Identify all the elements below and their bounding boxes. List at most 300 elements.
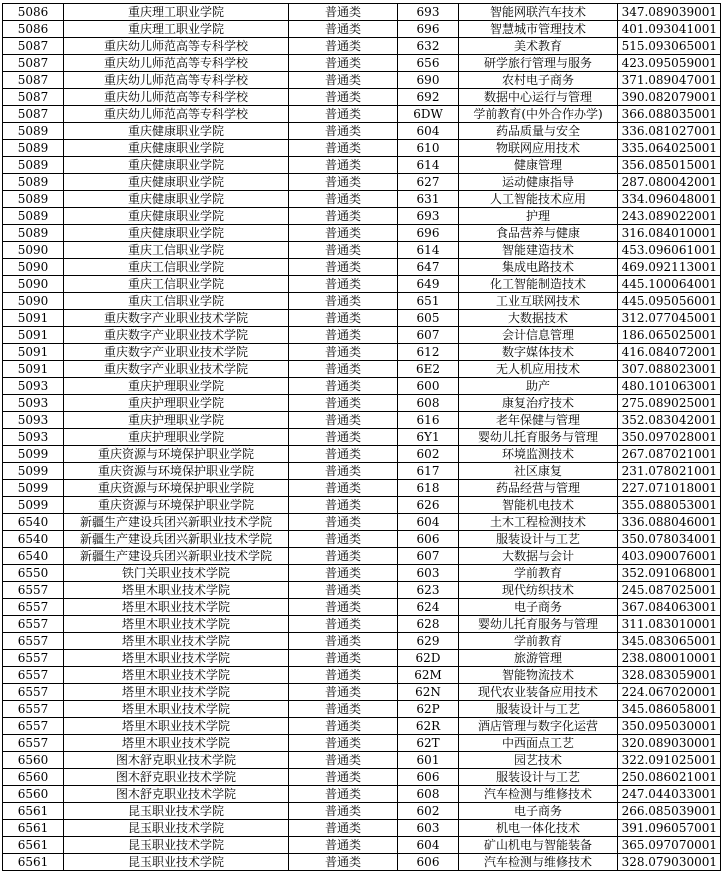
major-name-cell: 机电一体化技术 (459, 820, 618, 837)
school-name-cell: 图木舒克职业技术学院 (64, 769, 289, 786)
category-cell: 普通类 (289, 89, 398, 106)
major-name-cell: 中西面点工艺 (459, 735, 618, 752)
school-name-cell: 重庆幼儿师范高等专科学校 (64, 106, 289, 123)
table-row (3, 531, 721, 548)
table-row (3, 361, 721, 378)
school-name-cell: 重庆幼儿师范高等专科学校 (64, 89, 289, 106)
table-row (3, 786, 721, 803)
school-code-cell: 6557 (3, 718, 64, 735)
major-code-cell: 603 (398, 820, 459, 837)
major-name-cell: 园艺技术 (459, 752, 618, 769)
school-name-cell: 重庆理工职业学院 (64, 21, 289, 38)
table-row (3, 820, 721, 837)
school-name-cell: 重庆健康职业学院 (64, 140, 289, 157)
category-cell: 普通类 (289, 412, 398, 429)
table-row (3, 446, 721, 463)
major-code-cell: 696 (398, 225, 459, 242)
major-code-cell: 603 (398, 565, 459, 582)
school-name-cell: 昆玉职业技术学院 (64, 803, 289, 820)
major-code-cell: 629 (398, 633, 459, 650)
school-name-cell: 重庆工信职业学院 (64, 276, 289, 293)
category-cell: 普通类 (289, 361, 398, 378)
table-row (3, 667, 721, 684)
school-code-cell: 5089 (3, 191, 64, 208)
major-name-cell: 食品营养与健康 (459, 225, 618, 242)
major-code-cell: 626 (398, 497, 459, 514)
school-code-cell: 5093 (3, 412, 64, 429)
major-name-cell: 社区康复 (459, 463, 618, 480)
score-cell: 231.078021001 (618, 463, 721, 480)
school-code-cell: 5087 (3, 55, 64, 72)
school-name-cell: 重庆资源与环境保护职业学院 (64, 497, 289, 514)
major-code-cell: 690 (398, 72, 459, 89)
category-cell: 普通类 (289, 446, 398, 463)
major-name-cell: 美术教育 (459, 38, 618, 55)
school-code-cell: 5087 (3, 72, 64, 89)
category-cell: 普通类 (289, 803, 398, 820)
major-name-cell: 药品经营与管理 (459, 480, 618, 497)
table-row (3, 157, 721, 174)
table-row (3, 378, 721, 395)
major-name-cell: 研学旅行管理与服务 (459, 55, 618, 72)
category-cell: 普通类 (289, 429, 398, 446)
school-name-cell: 重庆工信职业学院 (64, 259, 289, 276)
school-code-cell: 6557 (3, 701, 64, 718)
table-row (3, 514, 721, 531)
major-name-cell: 大数据技术 (459, 310, 618, 327)
school-code-cell: 5093 (3, 395, 64, 412)
major-name-cell: 集成电路技术 (459, 259, 618, 276)
major-name-cell: 电子商务 (459, 599, 618, 616)
category-cell: 普通类 (289, 344, 398, 361)
category-cell: 普通类 (289, 463, 398, 480)
score-cell: 247.044033001 (618, 786, 721, 803)
school-name-cell: 重庆护理职业学院 (64, 412, 289, 429)
score-cell: 469.092113001 (618, 259, 721, 276)
table-row (3, 854, 721, 871)
category-cell: 普通类 (289, 293, 398, 310)
school-code-cell: 5086 (3, 4, 64, 21)
score-cell: 356.085015001 (618, 157, 721, 174)
score-cell: 322.091025001 (618, 752, 721, 769)
school-name-cell: 塔里木职业技术学院 (64, 718, 289, 735)
category-cell: 普通类 (289, 242, 398, 259)
score-cell: 227.071018001 (618, 480, 721, 497)
category-cell: 普通类 (289, 599, 398, 616)
score-cell: 390.082079001 (618, 89, 721, 106)
school-name-cell: 重庆健康职业学院 (64, 157, 289, 174)
score-cell: 316.084010001 (618, 225, 721, 242)
table-row (3, 752, 721, 769)
major-name-cell: 药品质量与安全 (459, 123, 618, 140)
score-cell: 312.077045001 (618, 310, 721, 327)
major-code-cell: 617 (398, 463, 459, 480)
major-name-cell: 康复治疗技术 (459, 395, 618, 412)
major-code-cell: 604 (398, 514, 459, 531)
category-cell: 普通类 (289, 769, 398, 786)
major-name-cell: 婴幼儿托育服务与管理 (459, 429, 618, 446)
school-name-cell: 塔里木职业技术学院 (64, 684, 289, 701)
category-cell: 普通类 (289, 310, 398, 327)
major-name-cell: 会计信息管理 (459, 327, 618, 344)
school-name-cell: 新疆生产建设兵团兴新职业技术学院 (64, 514, 289, 531)
school-code-cell: 6561 (3, 837, 64, 854)
school-name-cell: 铁门关职业技术学院 (64, 565, 289, 582)
major-name-cell: 服装设计与工艺 (459, 701, 618, 718)
major-name-cell: 矿山机电与智能装备 (459, 837, 618, 854)
major-code-cell: 62R (398, 718, 459, 735)
school-code-cell: 6540 (3, 514, 64, 531)
major-code-cell: 62M (398, 667, 459, 684)
score-cell: 250.086021001 (618, 769, 721, 786)
school-code-cell: 5090 (3, 293, 64, 310)
major-name-cell: 老年保健与管理 (459, 412, 618, 429)
score-cell: 403.090076001 (618, 548, 721, 565)
school-name-cell: 重庆数字产业职业技术学院 (64, 327, 289, 344)
table-row (3, 140, 721, 157)
major-name-cell: 学前教育(中外合作办学) (459, 106, 618, 123)
school-code-cell: 5099 (3, 497, 64, 514)
school-name-cell: 重庆理工职业学院 (64, 4, 289, 21)
score-cell: 186.065025001 (618, 327, 721, 344)
major-code-cell: 602 (398, 446, 459, 463)
school-name-cell: 塔里木职业技术学院 (64, 735, 289, 752)
major-name-cell: 物联网应用技术 (459, 140, 618, 157)
school-name-cell: 昆玉职业技术学院 (64, 820, 289, 837)
category-cell: 普通类 (289, 650, 398, 667)
major-name-cell: 智能物流技术 (459, 667, 618, 684)
major-code-cell: 62N (398, 684, 459, 701)
school-code-cell: 5087 (3, 38, 64, 55)
school-name-cell: 图木舒克职业技术学院 (64, 752, 289, 769)
school-code-cell: 6540 (3, 531, 64, 548)
table-row (3, 599, 721, 616)
category-cell: 普通类 (289, 633, 398, 650)
table-row (3, 21, 721, 38)
category-cell: 普通类 (289, 259, 398, 276)
score-cell: 366.088035001 (618, 106, 721, 123)
major-name-cell: 工业互联网技术 (459, 293, 618, 310)
school-code-cell: 6557 (3, 650, 64, 667)
category-cell: 普通类 (289, 21, 398, 38)
score-cell: 320.089030001 (618, 735, 721, 752)
major-name-cell: 现代农业装备应用技术 (459, 684, 618, 701)
category-cell: 普通类 (289, 106, 398, 123)
category-cell: 普通类 (289, 667, 398, 684)
category-cell: 普通类 (289, 718, 398, 735)
category-cell: 普通类 (289, 395, 398, 412)
school-code-cell: 5089 (3, 174, 64, 191)
school-name-cell: 重庆健康职业学院 (64, 123, 289, 140)
major-name-cell: 数字媒体技术 (459, 344, 618, 361)
score-cell: 423.095059001 (618, 55, 721, 72)
score-cell: 336.081027001 (618, 123, 721, 140)
school-name-cell: 重庆健康职业学院 (64, 174, 289, 191)
score-cell: 453.096061001 (618, 242, 721, 259)
score-cell: 355.088053001 (618, 497, 721, 514)
school-name-cell: 塔里木职业技术学院 (64, 650, 289, 667)
table-row (3, 225, 721, 242)
table-row (3, 565, 721, 582)
major-code-cell: 610 (398, 140, 459, 157)
score-cell: 401.093041001 (618, 21, 721, 38)
category-cell: 普通类 (289, 616, 398, 633)
table-row (3, 191, 721, 208)
major-code-cell: 606 (398, 854, 459, 871)
table-row (3, 123, 721, 140)
table-row (3, 548, 721, 565)
school-name-cell: 重庆护理职业学院 (64, 395, 289, 412)
major-name-cell: 学前教育 (459, 565, 618, 582)
school-name-cell: 重庆数字产业职业技术学院 (64, 310, 289, 327)
major-code-cell: 604 (398, 837, 459, 854)
score-cell: 245.087025001 (618, 582, 721, 599)
table-row (3, 89, 721, 106)
table-row (3, 616, 721, 633)
major-code-cell: 62D (398, 650, 459, 667)
score-cell: 345.086058001 (618, 701, 721, 718)
table-row (3, 293, 721, 310)
category-cell: 普通类 (289, 820, 398, 837)
major-name-cell: 服装设计与工艺 (459, 531, 618, 548)
school-name-cell: 重庆健康职业学院 (64, 225, 289, 242)
table-row (3, 735, 721, 752)
school-code-cell: 5091 (3, 361, 64, 378)
table-row (3, 55, 721, 72)
school-code-cell: 5087 (3, 106, 64, 123)
category-cell: 普通类 (289, 157, 398, 174)
school-name-cell: 塔里木职业技术学院 (64, 616, 289, 633)
category-cell: 普通类 (289, 735, 398, 752)
school-name-cell: 重庆资源与环境保护职业学院 (64, 446, 289, 463)
category-cell: 普通类 (289, 837, 398, 854)
score-cell: 328.083059001 (618, 667, 721, 684)
school-name-cell: 重庆幼儿师范高等专科学校 (64, 72, 289, 89)
school-name-cell: 塔里木职业技术学院 (64, 633, 289, 650)
school-code-cell: 6560 (3, 752, 64, 769)
major-code-cell: 628 (398, 616, 459, 633)
school-name-cell: 新疆生产建设兵团兴新职业技术学院 (64, 531, 289, 548)
school-code-cell: 5090 (3, 276, 64, 293)
table-row (3, 633, 721, 650)
major-code-cell: 632 (398, 38, 459, 55)
major-code-cell: 605 (398, 310, 459, 327)
school-name-cell: 重庆数字产业职业技术学院 (64, 361, 289, 378)
table-row (3, 174, 721, 191)
table-row (3, 4, 721, 21)
school-code-cell: 6560 (3, 786, 64, 803)
score-cell: 350.097028001 (618, 429, 721, 446)
school-name-cell: 重庆资源与环境保护职业学院 (64, 480, 289, 497)
major-code-cell: 692 (398, 89, 459, 106)
school-code-cell: 5093 (3, 429, 64, 446)
school-code-cell: 6561 (3, 803, 64, 820)
school-code-cell: 5091 (3, 327, 64, 344)
major-name-cell: 学前教育 (459, 633, 618, 650)
admission-score-table (2, 3, 721, 871)
school-code-cell: 5099 (3, 480, 64, 497)
school-code-cell: 6561 (3, 820, 64, 837)
school-code-cell: 6557 (3, 684, 64, 701)
major-name-cell: 汽车检测与维修技术 (459, 854, 618, 871)
category-cell: 普通类 (289, 276, 398, 293)
school-code-cell: 5091 (3, 310, 64, 327)
score-cell: 350.078034001 (618, 531, 721, 548)
major-name-cell: 旅游管理 (459, 650, 618, 667)
major-code-cell: 612 (398, 344, 459, 361)
major-code-cell: 6E2 (398, 361, 459, 378)
score-cell: 352.083042001 (618, 412, 721, 429)
table-row (3, 480, 721, 497)
score-cell: 243.089022001 (618, 208, 721, 225)
category-cell: 普通类 (289, 208, 398, 225)
school-name-cell: 重庆工信职业学院 (64, 293, 289, 310)
table-row (3, 412, 721, 429)
school-code-cell: 5091 (3, 344, 64, 361)
school-name-cell: 昆玉职业技术学院 (64, 854, 289, 871)
score-cell: 365.097070001 (618, 837, 721, 854)
table-row (3, 463, 721, 480)
major-code-cell: 601 (398, 752, 459, 769)
major-code-cell: 656 (398, 55, 459, 72)
major-code-cell: 608 (398, 395, 459, 412)
category-cell: 普通类 (289, 191, 398, 208)
school-name-cell: 重庆护理职业学院 (64, 378, 289, 395)
school-code-cell: 5089 (3, 208, 64, 225)
category-cell: 普通类 (289, 225, 398, 242)
category-cell: 普通类 (289, 378, 398, 395)
category-cell: 普通类 (289, 752, 398, 769)
table-row (3, 429, 721, 446)
category-cell: 普通类 (289, 582, 398, 599)
school-code-cell: 5090 (3, 242, 64, 259)
major-name-cell: 服装设计与工艺 (459, 769, 618, 786)
school-code-cell: 5089 (3, 140, 64, 157)
major-name-cell: 现代纺织技术 (459, 582, 618, 599)
major-code-cell: 624 (398, 599, 459, 616)
school-code-cell: 6561 (3, 854, 64, 871)
school-name-cell: 图木舒克职业技术学院 (64, 786, 289, 803)
score-cell: 238.080010001 (618, 650, 721, 667)
major-name-cell: 运动健康指导 (459, 174, 618, 191)
school-code-cell: 5087 (3, 89, 64, 106)
major-name-cell: 婴幼儿托育服务与管理 (459, 616, 618, 633)
major-code-cell: 693 (398, 4, 459, 21)
school-code-cell: 5093 (3, 378, 64, 395)
school-name-cell: 昆玉职业技术学院 (64, 837, 289, 854)
score-cell: 335.064025001 (618, 140, 721, 157)
school-name-cell: 重庆数字产业职业技术学院 (64, 344, 289, 361)
score-cell: 480.101063001 (618, 378, 721, 395)
school-code-cell: 6540 (3, 548, 64, 565)
score-cell: 416.084072001 (618, 344, 721, 361)
school-code-cell: 5089 (3, 225, 64, 242)
major-code-cell: 623 (398, 582, 459, 599)
major-code-cell: 649 (398, 276, 459, 293)
major-code-cell: 6Y1 (398, 429, 459, 446)
school-code-cell: 5089 (3, 157, 64, 174)
major-name-cell: 电子商务 (459, 803, 618, 820)
table-row (3, 395, 721, 412)
major-code-cell: 604 (398, 123, 459, 140)
score-cell: 275.089025001 (618, 395, 721, 412)
table-row (3, 327, 721, 344)
category-cell: 普通类 (289, 684, 398, 701)
major-name-cell: 智慧城市管理技术 (459, 21, 618, 38)
major-code-cell: 606 (398, 531, 459, 548)
category-cell: 普通类 (289, 327, 398, 344)
major-name-cell: 护理 (459, 208, 618, 225)
school-code-cell: 6557 (3, 582, 64, 599)
school-name-cell: 新疆生产建设兵团兴新职业技术学院 (64, 548, 289, 565)
table-row (3, 344, 721, 361)
category-cell: 普通类 (289, 514, 398, 531)
category-cell: 普通类 (289, 548, 398, 565)
score-cell: 311.083010001 (618, 616, 721, 633)
table-body (3, 4, 721, 871)
major-code-cell: 607 (398, 548, 459, 565)
major-code-cell: 62T (398, 735, 459, 752)
school-code-cell: 5090 (3, 259, 64, 276)
major-name-cell: 酒店管理与数字化运营 (459, 718, 618, 735)
score-cell: 367.084063001 (618, 599, 721, 616)
school-name-cell: 塔里木职业技术学院 (64, 599, 289, 616)
table-row (3, 837, 721, 854)
score-cell: 345.083065001 (618, 633, 721, 650)
major-code-cell: 616 (398, 412, 459, 429)
school-code-cell: 6560 (3, 769, 64, 786)
major-name-cell: 大数据与会计 (459, 548, 618, 565)
score-cell: 224.067020001 (618, 684, 721, 701)
table-row (3, 38, 721, 55)
table-row (3, 106, 721, 123)
school-code-cell: 6557 (3, 735, 64, 752)
score-cell: 266.085039001 (618, 803, 721, 820)
table-row (3, 684, 721, 701)
major-name-cell: 土木工程检测技术 (459, 514, 618, 531)
school-name-cell: 重庆健康职业学院 (64, 191, 289, 208)
major-code-cell: 614 (398, 242, 459, 259)
school-code-cell: 6557 (3, 633, 64, 650)
major-code-cell: 607 (398, 327, 459, 344)
table-row (3, 310, 721, 327)
score-cell: 267.087021001 (618, 446, 721, 463)
table-row (3, 72, 721, 89)
major-code-cell: 651 (398, 293, 459, 310)
major-name-cell: 助产 (459, 378, 618, 395)
score-cell: 287.080042001 (618, 174, 721, 191)
table-row (3, 803, 721, 820)
table-row (3, 701, 721, 718)
major-code-cell: 6DW (398, 106, 459, 123)
table-row (3, 276, 721, 293)
school-name-cell: 塔里木职业技术学院 (64, 701, 289, 718)
major-code-cell: 606 (398, 769, 459, 786)
school-code-cell: 6557 (3, 616, 64, 633)
major-name-cell: 健康管理 (459, 157, 618, 174)
major-name-cell: 汽车检测与维修技术 (459, 786, 618, 803)
table-row (3, 718, 721, 735)
school-name-cell: 重庆工信职业学院 (64, 242, 289, 259)
score-cell: 307.088023001 (618, 361, 721, 378)
table-row (3, 259, 721, 276)
school-name-cell: 重庆幼儿师范高等专科学校 (64, 55, 289, 72)
major-name-cell: 农村电子商务 (459, 72, 618, 89)
category-cell: 普通类 (289, 72, 398, 89)
score-cell: 515.093065001 (618, 38, 721, 55)
category-cell: 普通类 (289, 701, 398, 718)
score-cell: 445.100064001 (618, 276, 721, 293)
